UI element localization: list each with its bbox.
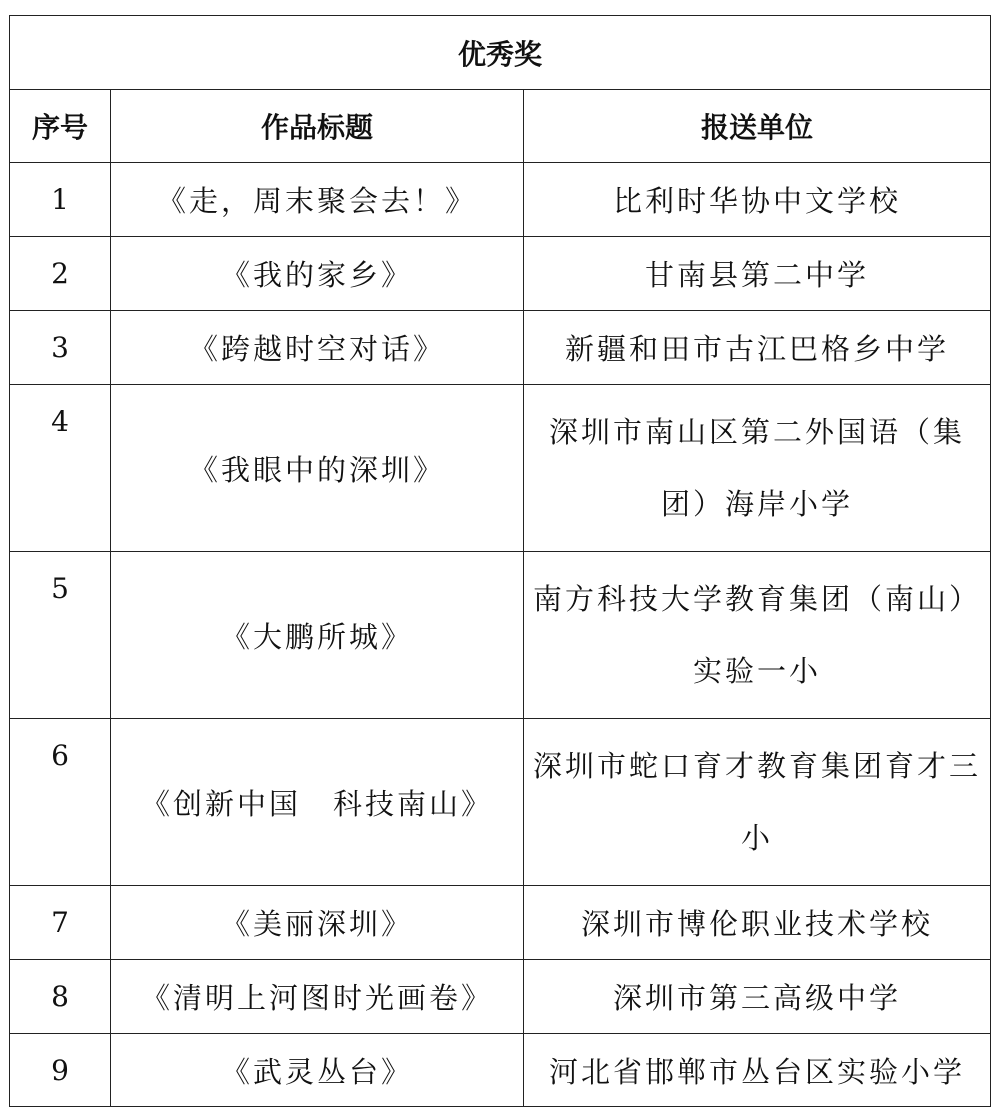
table-row <box>10 163 991 237</box>
table-row <box>10 311 991 385</box>
row-work-title: 《美丽深圳》 <box>111 886 524 960</box>
row-index: 6 <box>10 719 111 886</box>
table-title: 优秀奖 <box>10 16 991 90</box>
row-submitting-unit: 甘南县第二中学 <box>524 237 991 311</box>
row-index: 8 <box>10 960 111 1034</box>
row-work-title: 《清明上河图时光画卷》 <box>111 960 524 1034</box>
row-submitting-unit: 深圳市第三高级中学 <box>524 960 991 1034</box>
row-submitting-unit: 深圳市博伦职业技术学校 <box>524 886 991 960</box>
table-row <box>10 237 991 311</box>
header-submitting-unit: 报送单位 <box>524 90 991 163</box>
row-submitting-unit: 河北省邯郸市丛台区实验小学 <box>524 1034 991 1107</box>
header-work-title: 作品标题 <box>111 90 524 163</box>
row-submitting-unit: 比利时华协中文学校 <box>524 163 991 237</box>
row-work-title: 《武灵丛台》 <box>111 1034 524 1107</box>
row-work-title: 《我眼中的深圳》 <box>111 385 524 552</box>
header-row <box>10 90 991 163</box>
table-row <box>10 552 991 719</box>
table-row <box>10 385 991 552</box>
row-index: 3 <box>10 311 111 385</box>
row-index: 4 <box>10 385 111 552</box>
table-row <box>10 886 991 960</box>
row-index: 2 <box>10 237 111 311</box>
row-work-title: 《走，周末聚会去！》 <box>111 163 524 237</box>
title-row <box>10 16 991 90</box>
row-work-title: 《大鹏所城》 <box>111 552 524 719</box>
award-table <box>9 15 991 1107</box>
row-index: 1 <box>10 163 111 237</box>
row-work-title: 《跨越时空对话》 <box>111 311 524 385</box>
table-row <box>10 1034 991 1107</box>
row-index: 9 <box>10 1034 111 1107</box>
row-index: 7 <box>10 886 111 960</box>
row-work-title: 《我的家乡》 <box>111 237 524 311</box>
row-index: 5 <box>10 552 111 719</box>
table-row <box>10 719 991 886</box>
row-submitting-unit: 新疆和田市古江巴格乡中学 <box>524 311 991 385</box>
header-index: 序号 <box>10 90 111 163</box>
row-submitting-unit: 深圳市南山区第二外国语（集团）海岸小学 <box>524 385 991 552</box>
row-work-title: 《创新中国 科技南山》 <box>111 719 524 886</box>
row-submitting-unit: 南方科技大学教育集团（南山）实验一小 <box>524 552 991 719</box>
row-submitting-unit: 深圳市蛇口育才教育集团育才三小 <box>524 719 991 886</box>
table-row <box>10 960 991 1034</box>
